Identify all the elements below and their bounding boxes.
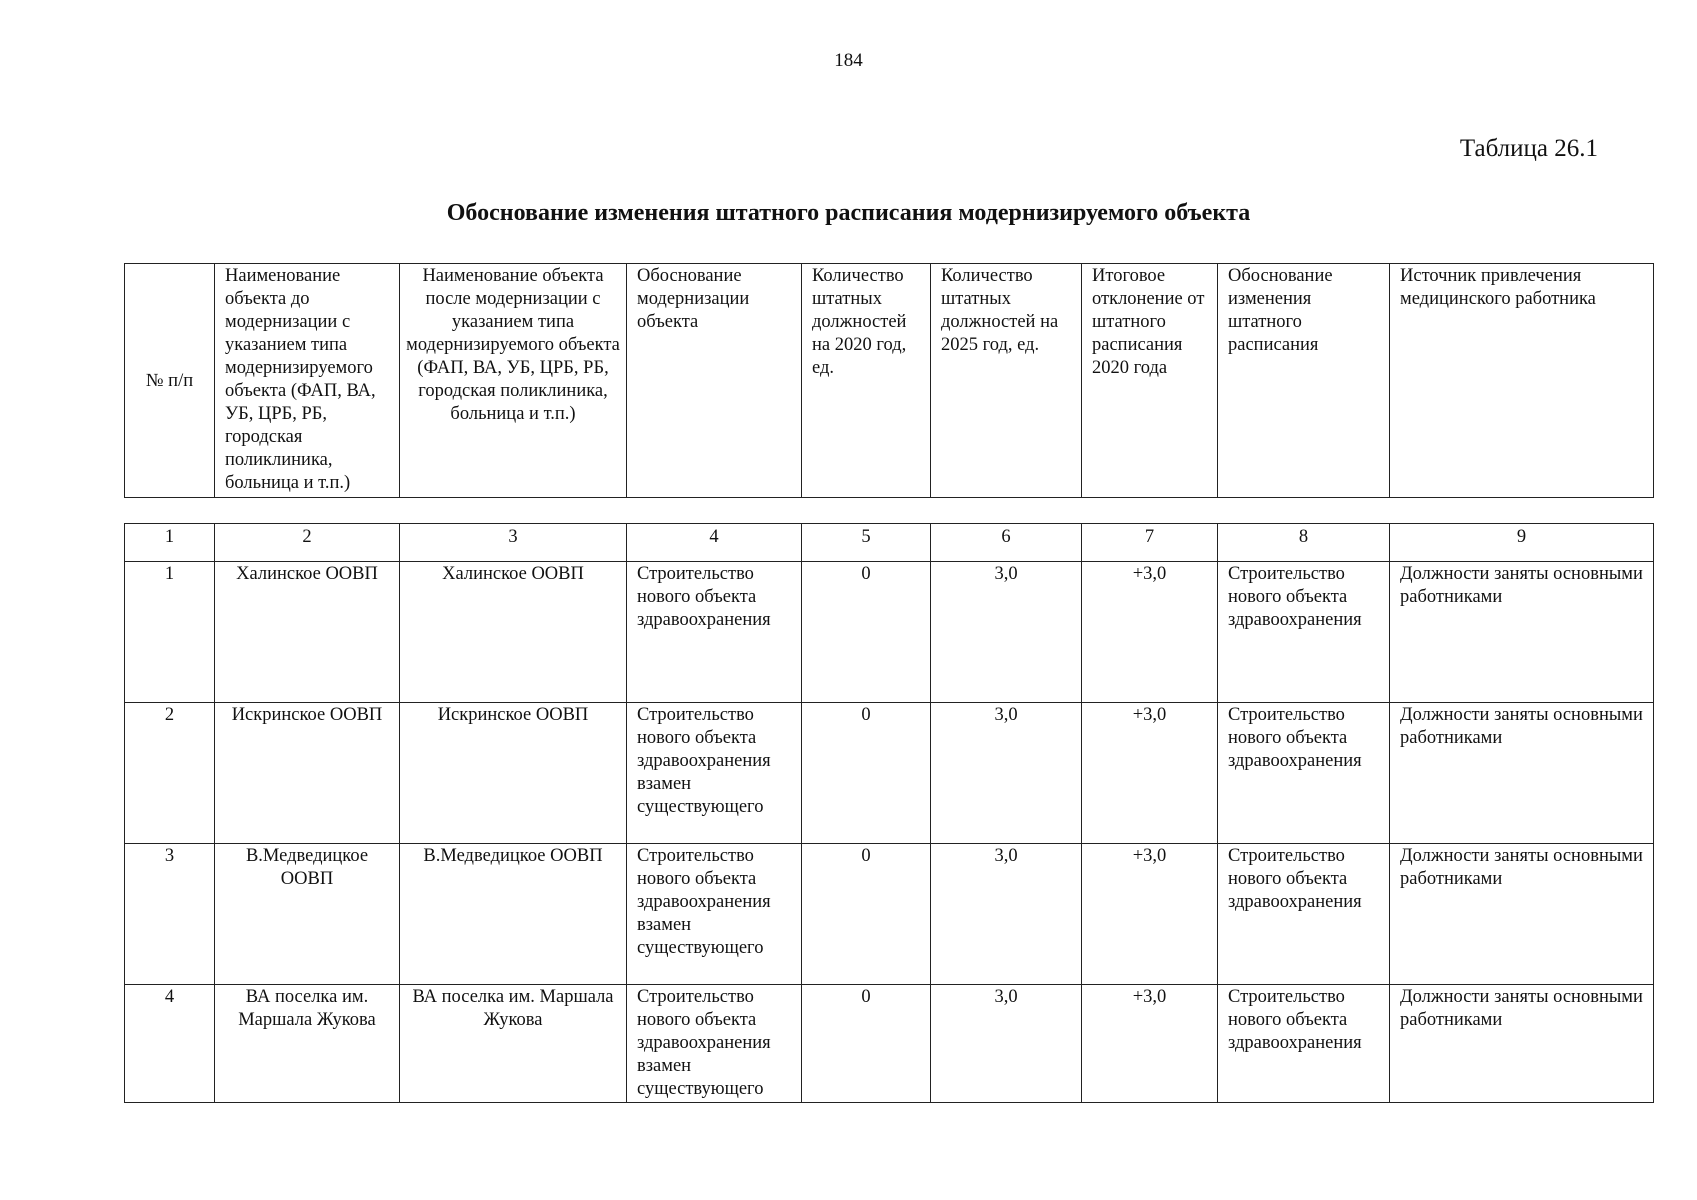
header-cell-justification: Обоснование модернизации объекта [627, 264, 802, 498]
cell-deviation: +3,0 [1082, 985, 1218, 1103]
cell-before: Искринское ООВП [215, 703, 400, 844]
column-number: 7 [1082, 524, 1218, 562]
table-row [125, 703, 1654, 844]
cell-after: ВА поселка им. Маршала Жукова [400, 985, 627, 1103]
table-row [125, 985, 1654, 1103]
cell-change-reason: Строительство нового объекта здравоохранения [1218, 562, 1390, 703]
cell-staff-2020: 0 [802, 985, 931, 1103]
cell-justification: Строительство нового объекта здравоохранения [627, 562, 802, 703]
header-cell-staff-2020: Количество штатных должностей на 2020 год, ед. [802, 264, 931, 498]
header-table [124, 263, 1654, 498]
cell-justification: Строительство нового объекта здравоохранения взамен существующего [627, 703, 802, 844]
cell-staff-2025: 3,0 [931, 844, 1082, 985]
cell-num: 2 [125, 703, 215, 844]
cell-change-reason: Строительство нового объекта здравоохранения [1218, 844, 1390, 985]
column-number: 4 [627, 524, 802, 562]
header-cell-after: Наименование объекта после модернизации с указанием типа модернизируемого объекта (ФАП, ВА, УБ, ЦРБ, РБ, городская поликлиника, больница и т.п.) [400, 264, 627, 498]
column-number: 2 [215, 524, 400, 562]
cell-staff-2025: 3,0 [931, 562, 1082, 703]
cell-staff-2020: 0 [802, 844, 931, 985]
cell-after: В.Медведицкое ООВП [400, 844, 627, 985]
header-cell-num: № п/п [125, 264, 215, 498]
cell-change-reason: Строительство нового объекта здравоохранения [1218, 985, 1390, 1103]
table-row [125, 844, 1654, 985]
column-number: 3 [400, 524, 627, 562]
cell-num: 1 [125, 562, 215, 703]
cell-after: Халинское ООВП [400, 562, 627, 703]
cell-before: ВА поселка им. Маршала Жукова [215, 985, 400, 1103]
header-cell-deviation: Итоговое отклонение от штатного расписания 2020 года [1082, 264, 1218, 498]
header-cell-staff-2025: Количество штатных должностей на 2025 год, ед. [931, 264, 1082, 498]
column-number: 1 [125, 524, 215, 562]
cell-staff-2025: 3,0 [931, 703, 1082, 844]
column-number: 8 [1218, 524, 1390, 562]
column-number-row [125, 524, 1654, 562]
page-number: 184 [834, 50, 863, 71]
data-table [124, 523, 1654, 1103]
cell-source: Должности заняты основными работниками [1390, 844, 1654, 985]
cell-num: 3 [125, 844, 215, 985]
column-number: 6 [931, 524, 1082, 562]
cell-before: Халинское ООВП [215, 562, 400, 703]
cell-deviation: +3,0 [1082, 562, 1218, 703]
column-number: 5 [802, 524, 931, 562]
cell-deviation: +3,0 [1082, 703, 1218, 844]
cell-justification: Строительство нового объекта здравоохранения взамен существующего [627, 985, 802, 1103]
cell-source: Должности заняты основными работниками [1390, 985, 1654, 1103]
cell-justification: Строительство нового объекта здравоохранения взамен существующего [627, 844, 802, 985]
cell-staff-2020: 0 [802, 562, 931, 703]
table-label: Таблица 26.1 [1459, 135, 1598, 162]
cell-change-reason: Строительство нового объекта здравоохранения [1218, 703, 1390, 844]
cell-source: Должности заняты основными работниками [1390, 703, 1654, 844]
cell-staff-2025: 3,0 [931, 985, 1082, 1103]
cell-num: 4 [125, 985, 215, 1103]
header-cell-before: Наименование объекта до модернизации с указанием типа модернизируемого объекта (ФАП, ВА, УБ, ЦРБ, РБ, городская поликлиника, больница и т.п.) [215, 264, 400, 498]
document-title: Обоснование изменения штатного расписания модернизируемого объекта [446, 200, 1251, 226]
cell-after: Искринское ООВП [400, 703, 627, 844]
cell-before: В.Медведицкое ООВП [215, 844, 400, 985]
table-row [125, 562, 1654, 703]
column-number: 9 [1390, 524, 1654, 562]
header-cell-change-reason: Обоснование изменения штатного расписания [1218, 264, 1390, 498]
cell-staff-2020: 0 [802, 703, 931, 844]
header-row [125, 264, 1654, 498]
cell-deviation: +3,0 [1082, 844, 1218, 985]
cell-source: Должности заняты основными работниками [1390, 562, 1654, 703]
header-cell-source: Источник привлечения медицинского работника [1390, 264, 1654, 498]
